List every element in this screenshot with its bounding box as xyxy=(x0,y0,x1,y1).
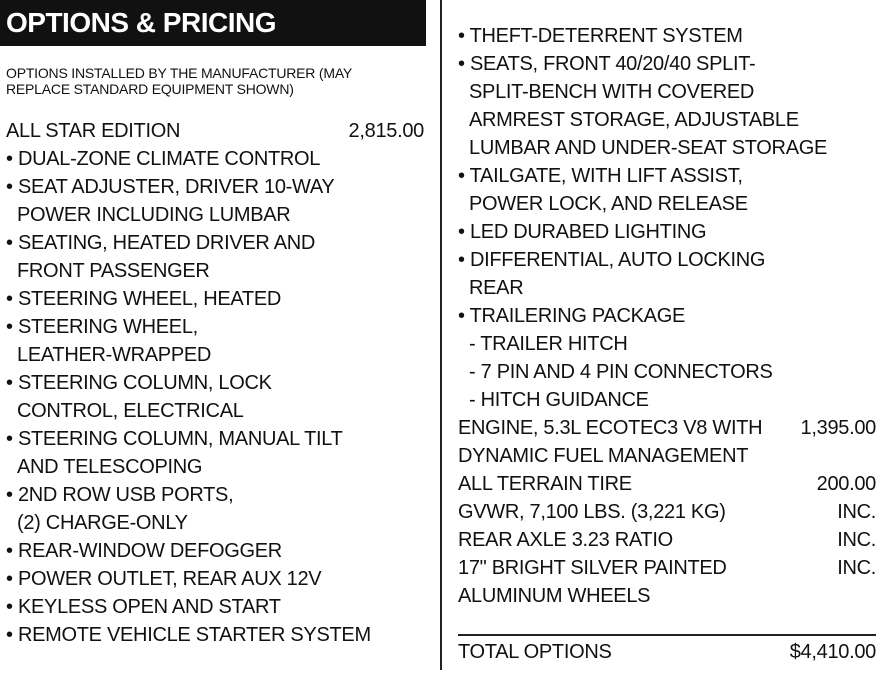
option-name: REAR AXLE 3.23 RATIO xyxy=(458,529,673,551)
feature-line: (2) CHARGE-ONLY xyxy=(17,512,188,534)
total-options-label: TOTAL OPTIONS xyxy=(458,641,612,663)
total-divider xyxy=(458,634,876,636)
feature-line: POWER LOCK, AND RELEASE xyxy=(469,193,748,215)
feature-line: • REAR-WINDOW DEFOGGER xyxy=(6,540,282,562)
option-name: ALL TERRAIN TIRE xyxy=(458,473,632,495)
feature-line: - TRAILER HITCH xyxy=(469,333,628,355)
feature-line: • REMOTE VEHICLE STARTER SYSTEM xyxy=(6,624,371,646)
feature-line: • TRAILERING PACKAGE xyxy=(458,305,685,327)
feature-line: • 2ND ROW USB PORTS, xyxy=(6,484,234,506)
feature-line: • POWER OUTLET, REAR AUX 12V xyxy=(6,568,322,590)
feature-line: REAR xyxy=(469,277,524,299)
option-name-continued: DYNAMIC FUEL MANAGEMENT xyxy=(458,445,749,467)
column-divider xyxy=(440,0,442,670)
option-name-continued: ALUMINUM WHEELS xyxy=(458,585,651,607)
feature-line: • DUAL-ZONE CLIMATE CONTROL xyxy=(6,148,321,170)
feature-line: • STEERING WHEEL, HEATED xyxy=(6,288,282,310)
feature-line: POWER INCLUDING LUMBAR xyxy=(17,204,291,226)
option-name: 17" BRIGHT SILVER PAINTED xyxy=(458,557,727,579)
feature-line: • DIFFERENTIAL, AUTO LOCKING xyxy=(458,249,766,271)
feature-line: - 7 PIN AND 4 PIN CONNECTORS xyxy=(469,361,773,383)
feature-line: - HITCH GUIDANCE xyxy=(469,389,649,411)
options-pricing-header xyxy=(0,0,426,46)
option-price: INC. xyxy=(837,557,876,579)
feature-line: SPLIT-BENCH WITH COVERED xyxy=(469,81,755,103)
options-subheading: OPTIONS INSTALLED BY THE MANUFACTURER (MAY REPLACE STANDARD EQUIPMENT SHOWN) xyxy=(6,65,352,97)
feature-line: LEATHER-WRAPPED xyxy=(17,344,212,366)
feature-line: LUMBAR AND UNDER-SEAT STORAGE xyxy=(469,137,828,159)
option-name: ENGINE, 5.3L ECOTEC3 V8 WITH xyxy=(458,417,763,439)
feature-line: FRONT PASSENGER xyxy=(17,260,210,282)
package-price: 2,815.00 xyxy=(348,120,424,142)
option-name: GVWR, 7,100 LBS. (3,221 KG) xyxy=(458,501,726,523)
feature-line: • STEERING COLUMN, MANUAL TILT xyxy=(6,428,343,450)
feature-line: • SEAT ADJUSTER, DRIVER 10-WAY xyxy=(6,176,335,198)
feature-line: CONTROL, ELECTRICAL xyxy=(17,400,244,422)
feature-line: • LED DURABED LIGHTING xyxy=(458,221,707,243)
feature-line: • STEERING COLUMN, LOCK xyxy=(6,372,272,394)
option-price: INC. xyxy=(837,529,876,551)
option-price: INC. xyxy=(837,501,876,523)
feature-line: ARMREST STORAGE, ADJUSTABLE xyxy=(469,109,799,131)
feature-line: • SEATING, HEATED DRIVER AND xyxy=(6,232,316,254)
option-price: 1,395.00 xyxy=(800,417,876,439)
option-price: 200.00 xyxy=(816,473,876,495)
feature-line: AND TELESCOPING xyxy=(17,456,203,478)
header-title: OPTIONS & PRICING xyxy=(6,7,276,38)
feature-line: • KEYLESS OPEN AND START xyxy=(6,596,281,618)
feature-line: • TAILGATE, WITH LIFT ASSIST, xyxy=(458,165,743,187)
feature-line: • STEERING WHEEL, xyxy=(6,316,198,338)
feature-line: • THEFT-DETERRENT SYSTEM xyxy=(458,25,743,47)
feature-line: • SEATS, FRONT 40/20/40 SPLIT- xyxy=(458,53,756,75)
package-name: ALL STAR EDITION xyxy=(6,120,181,142)
total-options-value: $4,410.00 xyxy=(789,641,876,663)
